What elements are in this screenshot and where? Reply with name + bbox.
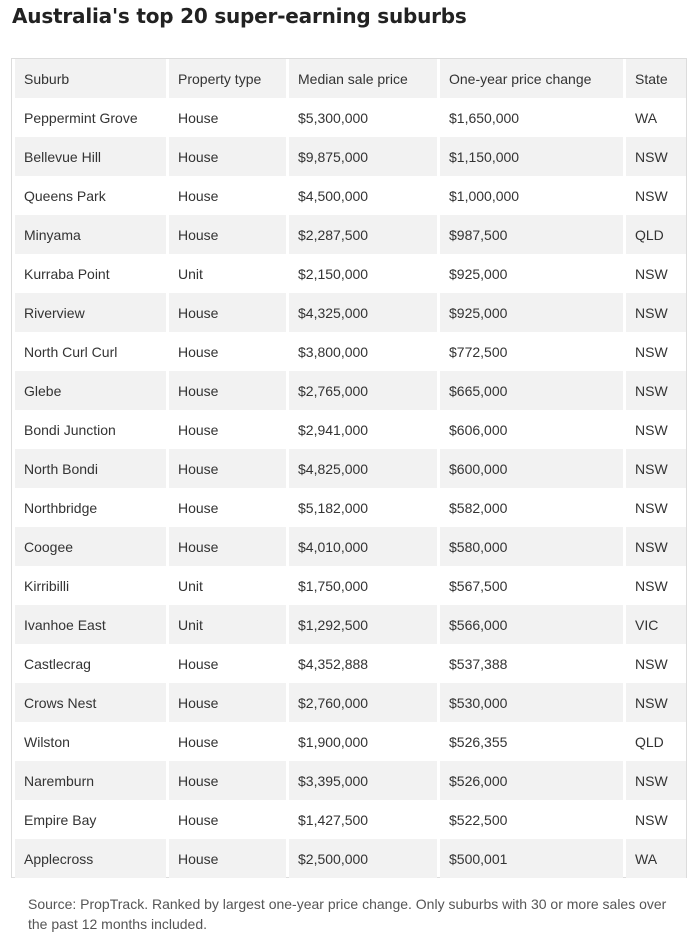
column-header-price-change: One-year price change — [440, 59, 623, 98]
table-row — [15, 839, 686, 878]
cell-state: NSW — [626, 566, 686, 605]
cell-price-change: $925,000 — [440, 293, 623, 332]
cell-state: NSW — [626, 137, 686, 176]
table-row — [15, 98, 686, 137]
cell-property-type: House — [169, 722, 286, 761]
table-row — [15, 488, 686, 527]
cell-price-change: $567,500 — [440, 566, 623, 605]
column-header-median-sale-price: Median sale price — [289, 59, 437, 98]
cell-price-change: $772,500 — [440, 332, 623, 371]
cell-property-type: House — [169, 332, 286, 371]
table-row — [15, 254, 686, 293]
cell-suburb: Bondi Junction — [15, 410, 166, 449]
cell-suburb: North Bondi — [15, 449, 166, 488]
cell-median-sale-price: $2,500,000 — [289, 839, 437, 878]
table-row — [15, 176, 686, 215]
cell-price-change: $1,150,000 — [440, 137, 623, 176]
table-row — [15, 761, 686, 800]
column-header-suburb: Suburb — [15, 59, 166, 98]
cell-suburb: Ivanhoe East — [15, 605, 166, 644]
cell-property-type: Unit — [169, 566, 286, 605]
cell-property-type: House — [169, 761, 286, 800]
cell-median-sale-price: $4,010,000 — [289, 527, 437, 566]
cell-price-change: $582,000 — [440, 488, 623, 527]
table-row — [15, 137, 686, 176]
cell-state: VIC — [626, 605, 686, 644]
cell-suburb: Kirribilli — [15, 566, 166, 605]
cell-property-type: House — [169, 644, 286, 683]
cell-median-sale-price: $9,875,000 — [289, 137, 437, 176]
cell-suburb: Bellevue Hill — [15, 137, 166, 176]
cell-median-sale-price: $4,500,000 — [289, 176, 437, 215]
cell-state: NSW — [626, 254, 686, 293]
cell-state: WA — [626, 98, 686, 137]
table-row — [15, 332, 686, 371]
cell-price-change: $526,355 — [440, 722, 623, 761]
cell-median-sale-price: $4,825,000 — [289, 449, 437, 488]
cell-median-sale-price: $4,352,888 — [289, 644, 437, 683]
cell-property-type: House — [169, 839, 286, 878]
cell-suburb: Castlecrag — [15, 644, 166, 683]
cell-median-sale-price: $1,292,500 — [289, 605, 437, 644]
column-header-state: State — [626, 59, 686, 98]
cell-price-change: $925,000 — [440, 254, 623, 293]
cell-price-change: $1,650,000 — [440, 98, 623, 137]
cell-suburb: Glebe — [15, 371, 166, 410]
table-row — [15, 644, 686, 683]
cell-price-change: $606,000 — [440, 410, 623, 449]
cell-property-type: House — [169, 683, 286, 722]
table-row — [15, 605, 686, 644]
cell-median-sale-price: $3,800,000 — [289, 332, 437, 371]
cell-price-change: $987,500 — [440, 215, 623, 254]
cell-median-sale-price: $2,287,500 — [289, 215, 437, 254]
cell-state: NSW — [626, 293, 686, 332]
cell-price-change: $665,000 — [440, 371, 623, 410]
cell-property-type: House — [169, 98, 286, 137]
cell-price-change: $537,388 — [440, 644, 623, 683]
cell-state: NSW — [626, 761, 686, 800]
cell-suburb: Empire Bay — [15, 800, 166, 839]
suburbs-table — [12, 59, 689, 878]
cell-state: NSW — [626, 410, 686, 449]
table-row — [15, 293, 686, 332]
cell-property-type: House — [169, 527, 286, 566]
cell-suburb: Peppermint Grove — [15, 98, 166, 137]
cell-median-sale-price: $3,395,000 — [289, 761, 437, 800]
cell-median-sale-price: $2,150,000 — [289, 254, 437, 293]
cell-state: NSW — [626, 449, 686, 488]
cell-property-type: House — [169, 371, 286, 410]
cell-suburb: Queens Park — [15, 176, 166, 215]
cell-suburb: Kurraba Point — [15, 254, 166, 293]
cell-property-type: House — [169, 137, 286, 176]
table-row — [15, 410, 686, 449]
cell-price-change: $530,000 — [440, 683, 623, 722]
cell-price-change: $566,000 — [440, 605, 623, 644]
cell-state: NSW — [626, 683, 686, 722]
cell-state: NSW — [626, 800, 686, 839]
cell-state: NSW — [626, 332, 686, 371]
cell-property-type: House — [169, 410, 286, 449]
cell-property-type: House — [169, 215, 286, 254]
cell-price-change: $600,000 — [440, 449, 623, 488]
cell-price-change: $526,000 — [440, 761, 623, 800]
cell-suburb: Coogee — [15, 527, 166, 566]
cell-median-sale-price: $4,325,000 — [289, 293, 437, 332]
cell-suburb: Minyama — [15, 215, 166, 254]
table-row — [15, 215, 686, 254]
cell-price-change: $1,000,000 — [440, 176, 623, 215]
cell-property-type: Unit — [169, 254, 286, 293]
cell-state: NSW — [626, 176, 686, 215]
table-row — [15, 566, 686, 605]
cell-suburb: Wilston — [15, 722, 166, 761]
table-row — [15, 800, 686, 839]
cell-price-change: $580,000 — [440, 527, 623, 566]
table-container — [11, 58, 687, 878]
table-row — [15, 683, 686, 722]
cell-state: NSW — [626, 644, 686, 683]
cell-property-type: House — [169, 293, 286, 332]
table-body — [15, 98, 686, 878]
cell-suburb: Riverview — [15, 293, 166, 332]
cell-property-type: House — [169, 449, 286, 488]
cell-suburb: Northbridge — [15, 488, 166, 527]
cell-suburb: Naremburn — [15, 761, 166, 800]
cell-median-sale-price: $2,760,000 — [289, 683, 437, 722]
cell-suburb: Crows Nest — [15, 683, 166, 722]
cell-suburb: Applecross — [15, 839, 166, 878]
cell-median-sale-price: $1,750,000 — [289, 566, 437, 605]
cell-state: NSW — [626, 488, 686, 527]
table-row — [15, 371, 686, 410]
cell-state: WA — [626, 839, 686, 878]
cell-median-sale-price: $2,941,000 — [289, 410, 437, 449]
cell-price-change: $522,500 — [440, 800, 623, 839]
table-row — [15, 527, 686, 566]
cell-state: NSW — [626, 371, 686, 410]
page-title: Australia's top 20 super-earning suburbs — [12, 4, 467, 28]
table-header-row — [15, 59, 686, 98]
cell-median-sale-price: $2,765,000 — [289, 371, 437, 410]
source-note: Source: PropTrack. Ranked by largest one-year price change. Only suburbs with 30 or more sales over the past 12 months included. — [28, 896, 667, 932]
cell-median-sale-price: $1,427,500 — [289, 800, 437, 839]
cell-price-change: $500,001 — [440, 839, 623, 878]
cell-property-type: House — [169, 488, 286, 527]
table-row — [15, 722, 686, 761]
cell-median-sale-price: $5,182,000 — [289, 488, 437, 527]
cell-state: NSW — [626, 527, 686, 566]
cell-median-sale-price: $1,900,000 — [289, 722, 437, 761]
cell-state: QLD — [626, 722, 686, 761]
cell-property-type: Unit — [169, 605, 286, 644]
cell-state: QLD — [626, 215, 686, 254]
cell-property-type: House — [169, 176, 286, 215]
cell-property-type: House — [169, 800, 286, 839]
cell-median-sale-price: $5,300,000 — [289, 98, 437, 137]
cell-suburb: North Curl Curl — [15, 332, 166, 371]
table-row — [15, 449, 686, 488]
column-header-property-type: Property type — [169, 59, 286, 98]
